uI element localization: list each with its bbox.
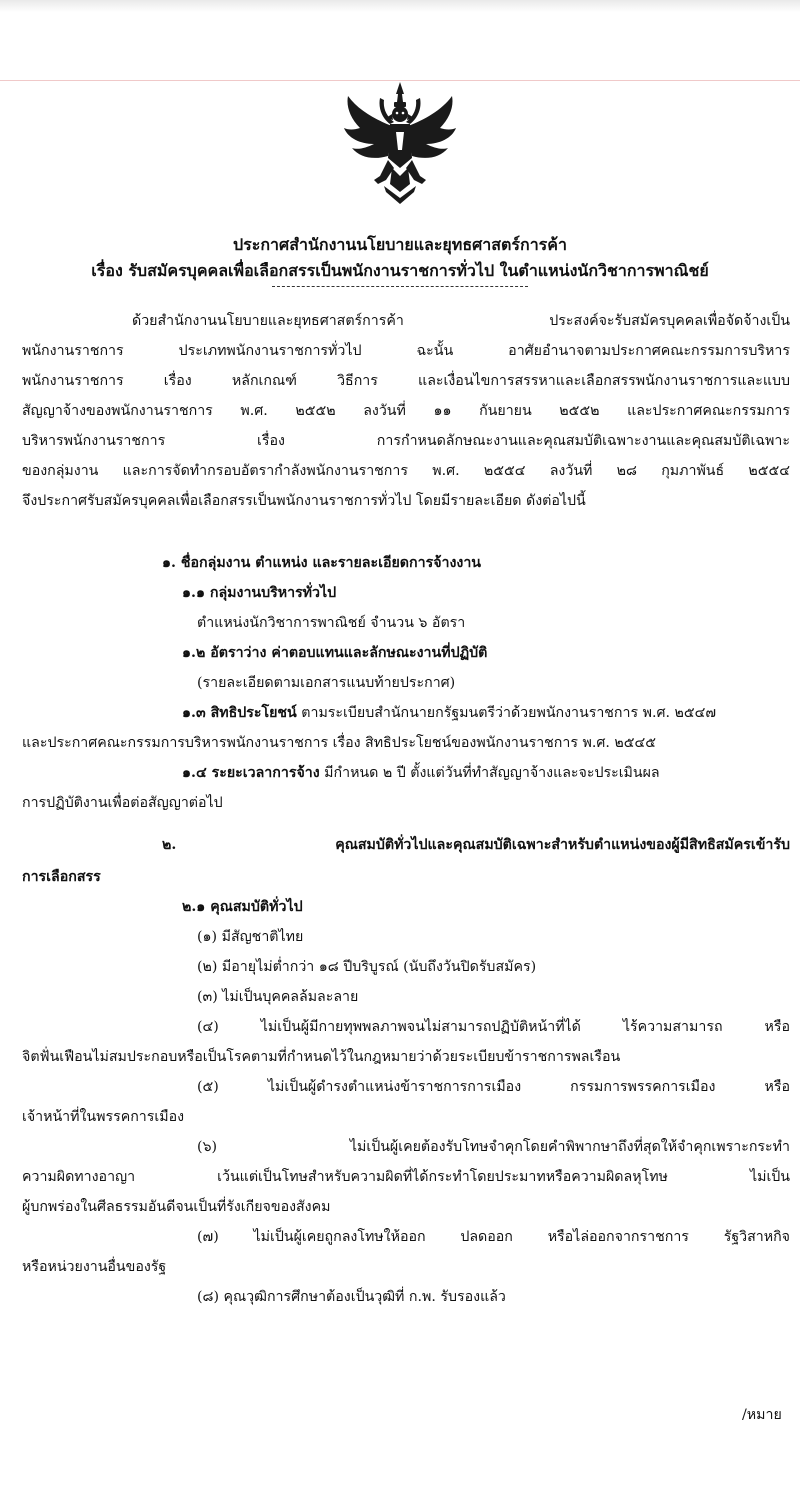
section-1-4-continuation: การปฏิบัติงานเพื่อต่อสัญญาต่อไป [22,795,223,811]
page-continuation: /หมาย [742,1407,782,1423]
intro-line: จึงประกาศรับสมัครบุคคลเพื่อเลือกสรรเป็นพนักงานราชการทั่วไป โดยมีรายละเอียด ดังต่อไปนี้ [22,493,586,509]
garuda-emblem-icon [340,80,460,205]
intro-line: ด้วยสำนักงานนโยบายและยุทธศาสตร์การค้า ประสงค์จะรับสมัครบุคคลเพื่อจัดจ้างเป็น [132,313,790,329]
intro-line: พนักงานราชการ ประเภทพนักงานราชการทั่วไป ฉะนั้น อาศัยอำนาจตามประกาศคณะกรรมการบริหาร [22,343,790,359]
section-1-3-label: ๑.๓ สิทธิประโยชน์ [182,705,297,721]
qualification-item: (๓) ไม่เป็นบุคคลล้มละลาย [197,989,359,1005]
qualification-item: (๒) มีอายุไม่ต่ำกว่า ๑๘ ปีบริบูรณ์ (นับถึงวันปิดรับสมัคร) [197,959,537,975]
section-2-heading-cont: การเลือกสรร [22,869,101,885]
qualification-item-cont: จิตฟั่นเฟือนไม่สมประกอบหรือเป็นโรคตามที่กำหนดไว้ในกฎหมายว่าด้วยระเบียบข้าราชการพลเรือน [22,1049,621,1065]
qualification-item-cont: ผู้บกพร่องในศีลธรรมอันดีจนเป็นที่รังเกียจของสังคม [22,1199,331,1215]
qualification-item: (๑) มีสัญชาติไทย [197,929,304,945]
qualification-item-cont: ความผิดทางอาญา เว้นแต่เป็นโทษสำหรับความผิดที่ได้กระทำโดยประมาทหรือความผิดลหุโทษ ไม่เป็น [22,1169,790,1185]
qualification-item: (๕) ไม่เป็นผู้ดำรงตำแหน่งข้าราชการการเมือง กรรมการพรรคการเมือง หรือ [197,1079,790,1095]
title-line-2: เรื่อง รับสมัครบุคคลเพื่อเลือกสรรเป็นพนักงานราชการทั่วไป ในตำแหน่งนักวิชาการพาณิชย์ [91,261,709,280]
qualification-item-cont: เจ้าหน้าที่ในพรรคการเมือง [22,1109,185,1125]
section-1-1-text: ตำแหน่งนักวิชาการพาณิชย์ จำนวน ๖ อัตรา [197,615,466,631]
section-2-heading: ๒. คุณสมบัติทั่วไปและคุณสมบัติเฉพาะสำหรับตำแหน่งของผู้มีสิทธิสมัครเข้ารับ [162,837,790,853]
section-1-3-continuation: และประกาศคณะกรรมการบริหารพนักงานราชการ เรื่อง สิทธิประโยชน์ของพนักงานราชการ พ.ศ. ๒๕๔๕ [22,735,656,751]
section-1-3-text: ตามระเบียบสำนักนายกรัฐมนตรีว่าด้วยพนักงานราชการ พ.ศ. ๒๕๔๗ [296,705,716,721]
intro-line: พนักงานราชการ เรื่อง หลักเกณฑ์ วิธีการ และเงื่อนไขการสรรหาและเลือกสรรพนักงานราชการและแบบ [22,373,790,389]
qualification-item: (๖) ไม่เป็นผู้เคยต้องรับโทษจำคุกโดยคำพิพากษาถึงที่สุดให้จำคุกเพราะกระทำ [197,1139,790,1155]
section-1-2-text: (รายละเอียดตามเอกสารแนบท้ายประกาศ) [197,675,456,691]
document-title [0,232,800,284]
section-1-1-heading: ๑.๑ กลุ่มงานบริหารทั่วไป [182,585,337,601]
qualification-item: (๗) ไม่เป็นผู้เคยถูกลงโทษให้ออก ปลดออก หรือไล่ออกจากราชการ รัฐวิสาหกิจ [197,1229,790,1245]
section-2-1-heading: ๒.๑ คุณสมบัติทั่วไป [182,899,303,915]
intro-line: สัญญาจ้างของพนักงานราชการ พ.ศ. ๒๕๕๒ ลงวันที่ ๑๑ กันยายน ๒๕๕๒ และประกาศคณะกรรมการ [22,403,790,419]
section-1-heading: ๑. ชื่อกลุ่มงาน ตำแหน่ง และรายละเอียดการจ้างงาน [162,555,481,571]
section-1-4-text: มีกำหนด ๒ ปี ตั้งแต่วันที่ทำสัญญาจ้างและจะประเมินผล [319,765,660,781]
intro-line: ของกลุ่มงาน และการจัดทำกรอบอัตรากำลังพนักงานราชการ พ.ศ. ๒๕๕๔ ลงวันที่ ๒๘ กุมภาพันธ์ ๒๕๕๔ [22,463,790,479]
title-line-1: ประกาศสำนักงานนโยบายและยุทธศาสตร์การค้า [233,235,567,254]
section-1-2-heading: ๑.๒ อัตราว่าง ค่าตอบแทนและลักษณะงานที่ปฏิบัติ [182,645,488,661]
qualification-item-cont: หรือหน่วยงานอื่นของรัฐ [22,1259,167,1275]
section-1-4-label: ๑.๔ ระยะเวลาการจ้าง [182,765,320,781]
section-1-3-line [182,702,790,724]
intro-line: บริหารพนักงานราชการ เรื่อง การกำหนดลักษณะงานและคุณสมบัติเฉพาะงานและคุณสมบัติเฉพาะ [22,433,790,449]
section-1-4-line [182,762,790,784]
qualification-item: (๔) ไม่เป็นผู้มีกายทุพพลภาพจนไม่สามารถปฏิบัติหน้าที่ได้ ไร้ความสามารถ หรือ [197,1019,790,1035]
scan-shadow [0,0,800,12]
qualification-item: (๘) คุณวุฒิการศึกษาต้องเป็นวุฒิที่ ก.พ. รับรองแล้ว [197,1289,506,1305]
title-divider [272,286,528,287]
